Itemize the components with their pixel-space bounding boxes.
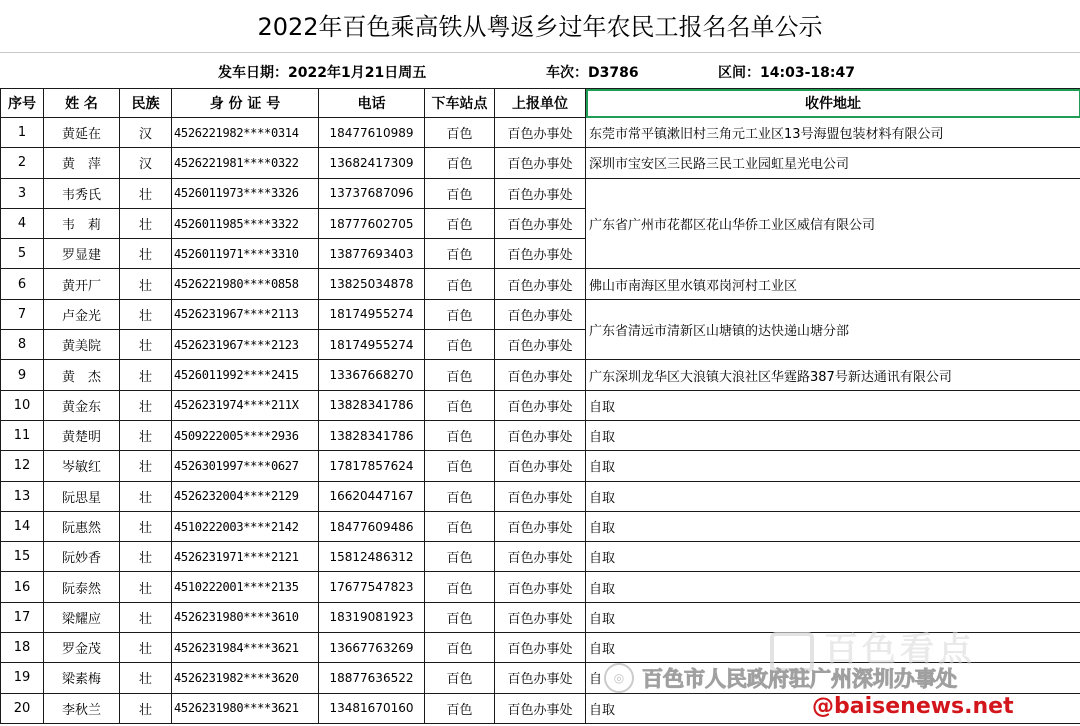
cell-unit[interactable]: 百色办事处	[495, 572, 586, 602]
cell-phone[interactable]: 13877693403	[319, 239, 425, 269]
table-row	[1, 118, 1080, 148]
cell-id-number[interactable]: 4510222001****2135	[172, 572, 319, 602]
table-row	[1, 360, 1080, 390]
col-header-address[interactable]: 收件地址	[586, 89, 1080, 118]
cell-name[interactable]: 黄开厂	[44, 269, 120, 299]
cell-name[interactable]: 黄 杰	[44, 360, 120, 390]
cell-unit[interactable]: 百色办事处	[495, 451, 586, 481]
cell-address[interactable]: 东莞市常平镇漱旧村三角元工业区13号海盟包装材料有限公司	[586, 118, 1080, 148]
cell-phone[interactable]: 18319081923	[319, 602, 425, 632]
cell-id-number[interactable]: 4526011985****3322	[172, 208, 319, 238]
cell-ethnic[interactable]: 壮	[120, 572, 172, 602]
cell-address[interactable]: 自取	[586, 420, 1080, 450]
table-row	[1, 420, 1080, 450]
cell-name[interactable]: 罗显建	[44, 239, 120, 269]
cell-no[interactable]: 18	[1, 633, 44, 663]
cell-phone[interactable]: 13667763269	[319, 633, 425, 663]
cell-station[interactable]: 百色	[425, 511, 495, 541]
cell-no[interactable]: 1	[1, 118, 44, 148]
cell-address[interactable]: 广东深圳龙华区大浪镇大浪社区华霆路387号新达通讯有限公司	[586, 360, 1080, 390]
cell-phone[interactable]: 18174955274	[319, 330, 425, 360]
cell-ethnic[interactable]: 壮	[120, 269, 172, 299]
table-row	[1, 663, 1080, 693]
col-header-no[interactable]: 序号	[1, 89, 44, 118]
col-header-phone[interactable]: 电话	[319, 89, 425, 118]
cell-station[interactable]: 百色	[425, 420, 495, 450]
cell-station[interactable]: 百色	[425, 481, 495, 511]
cell-name[interactable]: 黄延在	[44, 118, 120, 148]
header-row	[1, 89, 1080, 118]
cell-phone[interactable]: 13828341786	[319, 420, 425, 450]
cell-ethnic[interactable]: 壮	[120, 693, 172, 723]
cell-id-number[interactable]: 4526231967****2113	[172, 299, 319, 329]
cell-station[interactable]: 百色	[425, 663, 495, 693]
cell-name[interactable]: 韦秀氏	[44, 178, 120, 208]
cell-address[interactable]: 自取	[586, 481, 1080, 511]
cell-phone[interactable]: 16620447167	[319, 481, 425, 511]
cell-id-number[interactable]: 4526301997****0627	[172, 451, 319, 481]
cell-name[interactable]: 卢金光	[44, 299, 120, 329]
cell-unit[interactable]: 百色办事处	[495, 330, 586, 360]
cell-id-number[interactable]: 4526231980****3621	[172, 693, 319, 723]
cell-id-number[interactable]: 4526231967****2123	[172, 330, 319, 360]
cell-ethnic[interactable]: 壮	[120, 602, 172, 632]
wechat-account-text: 百色市人民政府驻广州深圳办事处	[642, 667, 957, 691]
cell-id-number[interactable]: 4509222005****2936	[172, 420, 319, 450]
cell-station[interactable]: 百色	[425, 360, 495, 390]
cell-name[interactable]: 韦 莉	[44, 208, 120, 238]
cell-unit[interactable]: 百色办事处	[495, 118, 586, 148]
table-row	[1, 390, 1080, 420]
cell-name[interactable]: 黄金东	[44, 390, 120, 420]
cell-no[interactable]: 11	[1, 420, 44, 450]
cell-station[interactable]: 百色	[425, 299, 495, 329]
cell-no[interactable]: 8	[1, 330, 44, 360]
cell-name[interactable]: 梁素梅	[44, 663, 120, 693]
cell-no[interactable]: 4	[1, 208, 44, 238]
cell-no[interactable]: 2	[1, 148, 44, 178]
table-row	[1, 572, 1080, 602]
cell-ethnic[interactable]: 壮	[120, 663, 172, 693]
cell-station[interactable]: 百色	[425, 239, 495, 269]
cell-unit[interactable]: 百色办事处	[495, 481, 586, 511]
cell-no[interactable]: 3	[1, 178, 44, 208]
cell-address[interactable]: 自取	[586, 390, 1080, 420]
table-row	[1, 542, 1080, 572]
cell-unit[interactable]: 百色办事处	[495, 420, 586, 450]
cell-address[interactable]: 自	[586, 663, 1080, 693]
cell-id-number[interactable]: 4526011971****3310	[172, 239, 319, 269]
cell-id-number[interactable]: 4526232004****2129	[172, 481, 319, 511]
cell-unit[interactable]: 百色办事处	[495, 663, 586, 693]
train-number: 车次：D3786	[546, 65, 639, 81]
table-row	[1, 451, 1080, 481]
cell-unit[interactable]: 百色办事处	[495, 208, 586, 238]
cell-station[interactable]: 百色	[425, 208, 495, 238]
cell-phone[interactable]: 17817857624	[319, 451, 425, 481]
cell-ethnic[interactable]: 汉	[120, 148, 172, 178]
cell-no[interactable]: 9	[1, 360, 44, 390]
cell-no[interactable]: 15	[1, 542, 44, 572]
col-header-name[interactable]: 姓 名	[44, 89, 120, 118]
cell-name[interactable]: 黄 萍	[44, 148, 120, 178]
cell-station[interactable]: 百色	[425, 602, 495, 632]
cell-name[interactable]: 阮妙香	[44, 542, 120, 572]
cell-ethnic[interactable]: 壮	[120, 542, 172, 572]
cell-unit[interactable]: 百色办事处	[495, 633, 586, 663]
table-row	[1, 693, 1080, 723]
cell-name[interactable]: 梁耀应	[44, 602, 120, 632]
cell-address[interactable]: 广东省清远市清新区山塘镇的达快递山塘分部	[586, 299, 1080, 360]
registration-table	[0, 88, 1080, 724]
cell-id-number[interactable]: 4526221982****0314	[172, 118, 319, 148]
cell-name[interactable]: 黄美院	[44, 330, 120, 360]
cell-address[interactable]: 自取	[586, 511, 1080, 541]
cell-id-number[interactable]: 4526011973****3326	[172, 178, 319, 208]
cell-unit[interactable]: 百色办事处	[495, 239, 586, 269]
cell-phone[interactable]: 13682417309	[319, 148, 425, 178]
cell-no[interactable]: 20	[1, 693, 44, 723]
cell-phone[interactable]: 17677547823	[319, 572, 425, 602]
cell-no[interactable]: 5	[1, 239, 44, 269]
cell-id-number[interactable]: 4526231974****211X	[172, 390, 319, 420]
trip-info	[0, 52, 1080, 88]
cell-ethnic[interactable]: 壮	[120, 511, 172, 541]
cell-address[interactable]: 自取	[586, 572, 1080, 602]
cell-phone[interactable]: 18877636522	[319, 663, 425, 693]
cell-unit[interactable]: 百色办事处	[495, 360, 586, 390]
faded-brand-text: 百色看点	[824, 630, 976, 670]
cell-id-number[interactable]: 4526231971****2121	[172, 542, 319, 572]
cell-ethnic[interactable]: 壮	[120, 178, 172, 208]
cell-station[interactable]: 百色	[425, 693, 495, 723]
cell-station[interactable]: 百色	[425, 178, 495, 208]
cell-unit[interactable]: 百色办事处	[495, 148, 586, 178]
cell-phone[interactable]: 18174955274	[319, 299, 425, 329]
page-title: 2022年百色乘高铁从粤返乡过年农民工报名名单公示	[0, 0, 1080, 53]
cell-name[interactable]: 黄楚明	[44, 420, 120, 450]
cell-station[interactable]: 百色	[425, 451, 495, 481]
cell-unit[interactable]: 百色办事处	[495, 178, 586, 208]
cell-no[interactable]: 10	[1, 390, 44, 420]
cell-phone[interactable]: 13481670160	[319, 693, 425, 723]
table-row	[1, 481, 1080, 511]
cell-station[interactable]: 百色	[425, 390, 495, 420]
cell-id-number[interactable]: 4526231984****3621	[172, 633, 319, 663]
cell-ethnic[interactable]: 汉	[120, 118, 172, 148]
col-header-unit[interactable]: 上报单位	[495, 89, 586, 118]
cell-address[interactable]: 自取	[586, 602, 1080, 632]
cell-phone[interactable]: 13367668270	[319, 360, 425, 390]
travel-interval: 区间：14:03-18:47	[718, 65, 855, 81]
cell-no[interactable]: 16	[1, 572, 44, 602]
cell-id-number[interactable]: 4526221981****0322	[172, 148, 319, 178]
cell-station[interactable]: 百色	[425, 572, 495, 602]
cell-phone[interactable]: 18777602705	[319, 208, 425, 238]
cell-ethnic[interactable]: 壮	[120, 208, 172, 238]
cell-unit[interactable]: 百色办事处	[495, 390, 586, 420]
cell-unit[interactable]: 百色办事处	[495, 602, 586, 632]
cell-no[interactable]: 19	[1, 663, 44, 693]
table-row	[1, 511, 1080, 541]
table-row	[1, 299, 1080, 329]
cell-no[interactable]: 14	[1, 511, 44, 541]
cell-unit[interactable]: 百色办事处	[495, 269, 586, 299]
cell-ethnic[interactable]: 壮	[120, 299, 172, 329]
cell-ethnic[interactable]: 壮	[120, 390, 172, 420]
table-row	[1, 269, 1080, 299]
cell-address[interactable]: 佛山市南海区里水镇邓岗河村工业区	[586, 269, 1080, 299]
cell-phone[interactable]: 18477609486	[319, 511, 425, 541]
cell-id-number[interactable]: 4510222003****2142	[172, 511, 319, 541]
cell-phone[interactable]: 15812486312	[319, 542, 425, 572]
departure-date: 发车日期：2022年1月21日周五	[218, 65, 427, 81]
cell-ethnic[interactable]: 壮	[120, 420, 172, 450]
cell-name[interactable]: 阮思星	[44, 481, 120, 511]
cell-no[interactable]: 17	[1, 602, 44, 632]
table-row	[1, 148, 1080, 178]
cell-unit[interactable]: 百色办事处	[495, 693, 586, 723]
cell-ethnic[interactable]: 壮	[120, 239, 172, 269]
cell-ethnic[interactable]: 壮	[120, 330, 172, 360]
table-row	[1, 602, 1080, 632]
col-header-id[interactable]: 身 份 证 号	[172, 89, 319, 118]
table-row	[1, 633, 1080, 663]
cell-phone[interactable]: 13825034878	[319, 269, 425, 299]
cell-station[interactable]: 百色	[425, 118, 495, 148]
cell-ethnic[interactable]: 壮	[120, 451, 172, 481]
cell-address[interactable]: 广东省广州市花都区花山华侨工业区威信有限公司	[586, 178, 1080, 269]
cell-address[interactable]: 自取	[586, 693, 1080, 723]
cell-address[interactable]: 深圳市宝安区三民路三民工业园虹星光电公司	[586, 148, 1080, 178]
wechat-logo-icon: ◎	[604, 663, 634, 693]
cell-station[interactable]: 百色	[425, 542, 495, 572]
cell-no[interactable]: 12	[1, 451, 44, 481]
cell-ethnic[interactable]: 壮	[120, 481, 172, 511]
cell-name[interactable]: 阮泰然	[44, 572, 120, 602]
cell-address[interactable]: 自取	[586, 633, 1080, 663]
col-header-ethnic[interactable]: 民族	[120, 89, 172, 118]
cell-name[interactable]: 岑敏红	[44, 451, 120, 481]
cell-name[interactable]: 李秋兰	[44, 693, 120, 723]
table-body	[1, 118, 1080, 724]
cell-id-number[interactable]: 4526231980****3610	[172, 602, 319, 632]
cell-name[interactable]: 罗金茂	[44, 633, 120, 663]
cell-no[interactable]: 7	[1, 299, 44, 329]
cell-station[interactable]: 百色	[425, 148, 495, 178]
cell-station[interactable]: 百色	[425, 330, 495, 360]
cell-unit[interactable]: 百色办事处	[495, 511, 586, 541]
cell-name[interactable]: 阮惠然	[44, 511, 120, 541]
cell-unit[interactable]: 百色办事处	[495, 542, 586, 572]
cell-address[interactable]: 自取	[586, 451, 1080, 481]
cell-id-number[interactable]: 4526011992****2415	[172, 360, 319, 390]
cell-phone[interactable]: 18477610989	[319, 118, 425, 148]
col-header-station[interactable]: 下车站点	[425, 89, 495, 118]
table-row	[1, 178, 1080, 208]
cell-station[interactable]: 百色	[425, 633, 495, 663]
cell-phone[interactable]: 13737687096	[319, 178, 425, 208]
cell-phone[interactable]: 13828341786	[319, 390, 425, 420]
cell-no[interactable]: 6	[1, 269, 44, 299]
cell-no[interactable]: 13	[1, 481, 44, 511]
cell-ethnic[interactable]: 壮	[120, 633, 172, 663]
cell-ethnic[interactable]: 壮	[120, 360, 172, 390]
site-watermark: @baisenews.net	[812, 694, 1014, 719]
cell-unit[interactable]: 百色办事处	[495, 299, 586, 329]
cell-id-number[interactable]: 4526221980****0858	[172, 269, 319, 299]
cell-station[interactable]: 百色	[425, 269, 495, 299]
cell-address[interactable]: 自取	[586, 542, 1080, 572]
cell-id-number[interactable]: 4526231982****3620	[172, 663, 319, 693]
